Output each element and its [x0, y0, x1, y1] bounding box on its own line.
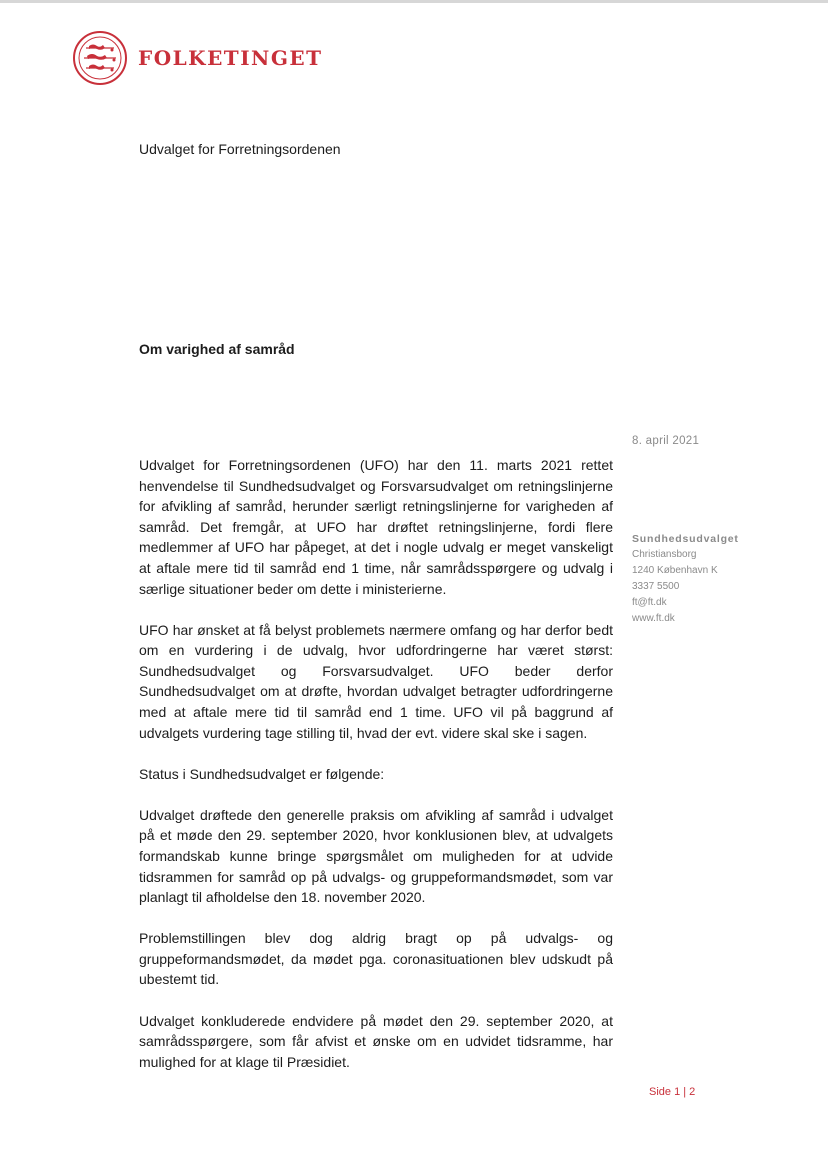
body-paragraph: Udvalget konkluderede endvidere på mødet den 29. september 2020, at samrådsspørgere, som får afvist et ønske om en udvidet tidsramme, har mulighed for at klage til Præsidiet.: [139, 1012, 613, 1070]
body-paragraph: Udvalget for Forretningsordenen (UFO) har den 11. marts 2021 rettet henvendelse til Sundhedsudvalget og Forsvarsudvalget om retningslinjerne for afvikling af samråd, herunder særligt retningslinjerne for varigheden af samråd. Det fremgår, at UFO har drøftet retningslinjerne, fordi flere medlemmer af UFO har påpeget, at det i nogle udvalg er meget vanskeligt at aftale mere tid til samråd end 1 time, når samrådsspørgere og udvalg i særlige situationer beder om dette i ministerierne.: [139, 457, 613, 597]
scan-edge: [0, 0, 828, 3]
body-paragraph: Udvalget drøftede den generelle praksis om afvikling af samråd i udvalget på et møde den 29. september 2020, hvor konklusionen blev, at udvalgets formandskab kunne bringe spørgsmålet om muligheden for at udvide tidsrammen for samråd op på udvalgs- og gruppeformandsmødet, som var planlagt til afholdelse den 18. november 2020.: [139, 806, 613, 906]
sender-address-line-1: Christiansborg: [632, 549, 697, 560]
body-paragraph: Problemstillingen blev dog aldrig bragt op på udvalgs- og gruppeformandsmødet, da mødet pga. coronasituationen blev udskudt på ubestemt tid.: [139, 930, 613, 988]
sender-block: [632, 531, 739, 627]
letter-body: [139, 455, 613, 1093]
lion-seal-icon: [72, 30, 128, 86]
document-title: Om varighed af samråd: [139, 341, 295, 357]
sender-email: ft@ft.dk: [632, 597, 667, 608]
body-paragraph: UFO har ønsket at få belyst problemets nærmere omfang og har derfor bedt om en vurdering i de udvalg, hvor udfordringerne har været størst: Sundhedsudvalget og Forsvarsudvalget. UFO beder derfor Sundhedsudvalget om at drøfte, hvordan udvalget betragter udfordringerne med at aftale mere tid til samråd end 1 time. UFO vil på baggrund af udvalgets vurdering tage stilling til, hvad der evt. videre skal ske i sagen.: [139, 621, 613, 741]
page-number: Side 1 | 2: [649, 1086, 696, 1098]
sender-address-line-2: 1240 København K: [632, 565, 718, 576]
letter-date: 8. april 2021: [632, 435, 700, 447]
folketinget-logo: [72, 30, 323, 86]
sender-website: www.ft.dk: [632, 613, 675, 624]
sender-name: Sundhedsudvalget: [632, 533, 739, 545]
body-paragraph: Status i Sundhedsudvalget er følgende:: [139, 765, 385, 782]
sender-phone: 3337 5500: [632, 581, 680, 592]
committee-name: Udvalget for Forretningsordenen: [139, 141, 341, 157]
logo-wordmark: FOLKETINGET: [138, 46, 323, 70]
